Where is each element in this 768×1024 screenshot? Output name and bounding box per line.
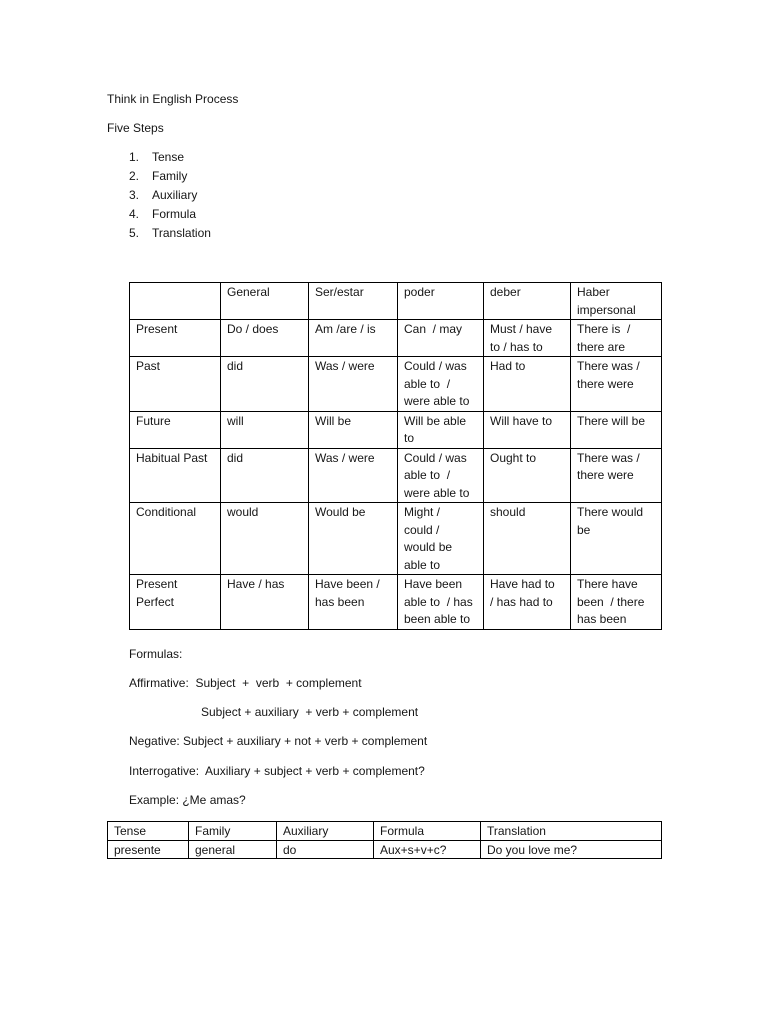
list-item xyxy=(0,167,320,186)
tense-table-row-label: Past xyxy=(130,357,221,412)
example-table-header-family: Family xyxy=(189,822,277,841)
tense-table-cell: Ought to xyxy=(484,448,571,503)
example-table-header-translation: Translation xyxy=(481,822,662,841)
tense-table-header-deber: deber xyxy=(484,283,571,320)
example-table-header-auxiliary: Auxiliary xyxy=(277,822,374,841)
tense-table-cell: Have been able to / has been able to xyxy=(398,575,484,630)
tense-table-row-label: Present xyxy=(130,320,221,357)
tense-table-row-label: Conditional xyxy=(130,503,221,575)
tense-table-header-ser-estar: Ser/estar xyxy=(309,283,398,320)
step-number: 5. xyxy=(129,226,140,240)
tense-table-cell: Will be able to xyxy=(398,411,484,448)
tense-table-cell: Had to xyxy=(484,357,571,412)
tense-table-row-label: Future xyxy=(130,411,221,448)
list-item xyxy=(0,205,320,224)
example-table-cell: presente xyxy=(108,841,189,859)
table-row xyxy=(130,448,662,503)
tense-table-cell: There have been / there has been xyxy=(571,575,662,630)
tense-table-cell: will xyxy=(221,411,309,448)
tense-table-cell: Was / were xyxy=(309,448,398,503)
tense-table-header-row xyxy=(130,283,662,320)
example-table-cell: do xyxy=(277,841,374,859)
step-label: Formula xyxy=(152,207,197,221)
document-title: Think in English Process xyxy=(107,92,239,106)
tense-table-row-label: Habitual Past xyxy=(130,448,221,503)
tense-table-cell: Might / could / would be able to xyxy=(398,503,484,575)
tense-table-cell: Will have to xyxy=(484,411,571,448)
list-item xyxy=(0,186,320,205)
example-table-header-tense: Tense xyxy=(108,822,189,841)
tense-table-corner-cell xyxy=(130,283,221,320)
example-table-header-formula: Formula xyxy=(374,822,481,841)
step-number: 1. xyxy=(129,150,140,164)
tense-table-cell: There was / there were xyxy=(571,357,662,412)
step-number: 3. xyxy=(129,188,140,202)
tense-table-cell: Have had to / has had to xyxy=(484,575,571,630)
step-number: 4. xyxy=(129,207,140,221)
example-table-cell: Do you love me? xyxy=(481,841,662,859)
step-label: Tense xyxy=(152,150,185,164)
tense-table-cell: Would be xyxy=(309,503,398,575)
negative-formula: Negative: Subject + auxiliary + not + verb + complement xyxy=(129,734,428,748)
tense-table-cell: would xyxy=(221,503,309,575)
tense-table-row-label: Present Perfect xyxy=(130,575,221,630)
affirmative-formula: Affirmative: Subject + verb + complement xyxy=(129,676,362,690)
tense-table-cell: Was / were xyxy=(309,357,398,412)
tense-table-cell: Will be xyxy=(309,411,398,448)
list-item xyxy=(0,224,320,243)
tense-table-cell: should xyxy=(484,503,571,575)
example-table xyxy=(107,821,662,859)
tense-table-cell: did xyxy=(221,357,309,412)
tense-table-cell: There was / there were xyxy=(571,448,662,503)
steps-heading: Five Steps xyxy=(107,121,164,135)
table-row xyxy=(130,320,662,357)
example-table-header-row xyxy=(108,822,662,841)
tense-table-cell: There would be xyxy=(571,503,662,575)
tense-table-header-poder: poder xyxy=(398,283,484,320)
tense-table-cell: Could / was able to / were able to xyxy=(398,448,484,503)
tense-table-cell: did xyxy=(221,448,309,503)
example-table-cell: general xyxy=(189,841,277,859)
table-row xyxy=(130,411,662,448)
tense-table-cell: Am /are / is xyxy=(309,320,398,357)
table-row xyxy=(108,841,662,859)
tense-table-cell: Must / have to / has to xyxy=(484,320,571,357)
example-table-cell: Aux+s+v+c? xyxy=(374,841,481,859)
tense-table-cell: There will be xyxy=(571,411,662,448)
tense-table-cell: Do / does xyxy=(221,320,309,357)
formulas-heading: Formulas: xyxy=(129,647,183,661)
tense-table-cell: Have / has xyxy=(221,575,309,630)
step-number: 2. xyxy=(129,169,140,183)
tense-table-cell: Could / was able to / were able to xyxy=(398,357,484,412)
list-item xyxy=(0,148,320,167)
step-label: Auxiliary xyxy=(152,188,198,202)
tense-table-cell: Have been / has been xyxy=(309,575,398,630)
step-label: Family xyxy=(152,169,188,183)
tense-table-header-haber: Haber impersonal xyxy=(571,283,662,320)
step-label: Translation xyxy=(152,226,211,240)
interrogative-formula: Interrogative: Auxiliary + subject + verb + complement? xyxy=(129,764,425,778)
table-row xyxy=(130,357,662,412)
tense-table-header-general: General xyxy=(221,283,309,320)
example-line: Example: ¿Me amas? xyxy=(129,793,246,807)
five-steps-list xyxy=(0,148,320,243)
tense-table-cell: Can / may xyxy=(398,320,484,357)
table-row xyxy=(130,503,662,575)
table-row xyxy=(130,575,662,630)
affirmative-formula-alt: Subject + auxiliary + verb + complement xyxy=(201,705,419,719)
tense-table xyxy=(129,282,662,630)
tense-table-cell: There is / there are xyxy=(571,320,662,357)
